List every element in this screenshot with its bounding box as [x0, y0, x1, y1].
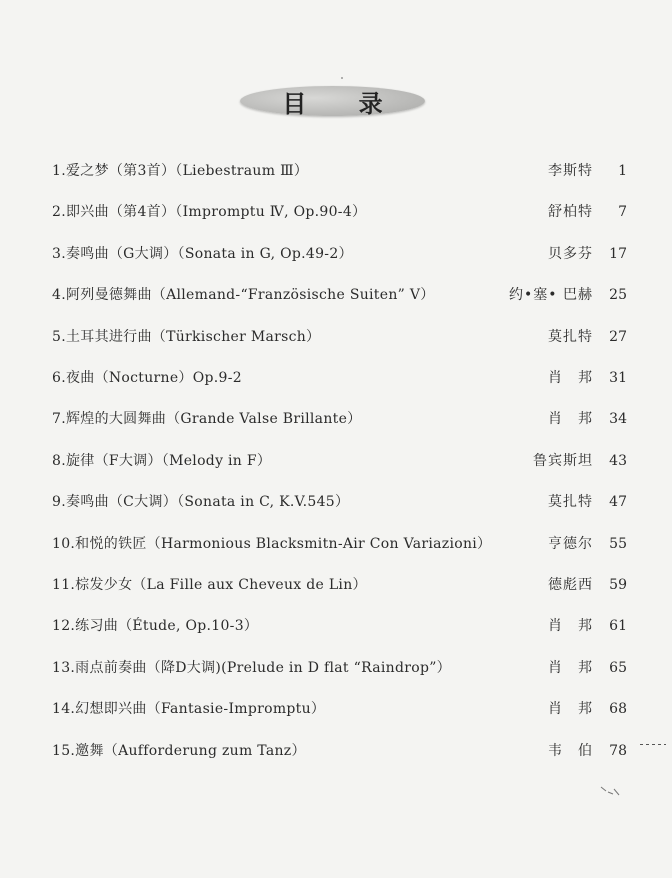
dot-leader: [493, 533, 546, 555]
toc-entry-text: 练习曲（Étude, Op.10-3）: [75, 618, 259, 635]
toc-entry-number: 12.: [52, 618, 76, 635]
toc-entry-title: [52, 615, 258, 637]
dot-leader: [244, 367, 546, 389]
toc-entry[interactable]: [52, 367, 627, 389]
toc-entry-composer: 肖 邦: [548, 618, 593, 635]
toc-entry-page: 55: [609, 535, 627, 552]
page-title: 目 录: [282, 89, 405, 118]
toc-entry-number: 7.: [52, 411, 66, 428]
toc-entry-title: [52, 243, 353, 265]
toc-entry-text: 邀舞（Aufforderung zum Tanz）: [75, 742, 306, 759]
toc-entry-composer: 莫扎特: [548, 328, 593, 345]
dot-leader: [260, 615, 546, 637]
toc-entry-composer: 莫扎特: [548, 494, 593, 511]
toc-entry-number: 9.: [52, 494, 66, 511]
toc-entry-number: 3.: [52, 245, 66, 262]
dot-leader: [355, 243, 546, 265]
toc-entry[interactable]: [52, 201, 627, 223]
toc-entry-composer: 肖 邦: [548, 411, 593, 428]
dot-leader: [363, 408, 546, 430]
print-speck: [341, 77, 343, 79]
toc-entry-title: [52, 657, 451, 679]
toc-entry[interactable]: [52, 326, 627, 348]
toc-entry-text: 奏鸣曲（C大调）（Sonata in C, K.V.545）: [65, 494, 350, 511]
corner-tick-mark: [600, 786, 620, 796]
toc-entry-composer: 李斯特: [548, 163, 593, 179]
toc-entry[interactable]: [52, 160, 627, 182]
toc-entry-title: [52, 326, 320, 348]
toc-entry-page: 68: [609, 701, 627, 718]
dot-leader: [273, 450, 531, 472]
toc-entry-number: 11.: [52, 577, 76, 593]
toc-entry-composer: 舒柏特: [548, 204, 593, 221]
toc-entry-page: 7: [618, 204, 627, 221]
edge-dash-mark: [640, 744, 666, 745]
toc-entry-number: 15.: [52, 742, 76, 759]
toc-entry[interactable]: [52, 284, 627, 306]
heading-badge: [240, 82, 425, 122]
toc-entry-title: [52, 491, 349, 513]
toc-entry-composer: 肖 邦: [548, 659, 593, 676]
toc-entry-number: 5.: [52, 328, 66, 345]
toc-entry-page: 17: [609, 245, 627, 262]
toc-entry-text: 旋律（F大调）（Melody in F）: [65, 452, 272, 469]
toc-entry-composer: 亨德尔: [548, 535, 593, 552]
toc-entry-title: [52, 160, 308, 182]
toc-entry-title: [52, 284, 435, 306]
toc-entry-page: 34: [609, 411, 627, 428]
toc-entry-number: 13.: [52, 659, 76, 676]
toc-entry-text: 幻想即兴曲（Fantasie-Impromptu）: [75, 701, 326, 718]
toc-entry[interactable]: [52, 657, 627, 679]
toc-entry-composer: 约•塞• 巴赫: [509, 287, 593, 304]
toc-entry-page: 47: [609, 494, 627, 511]
dot-leader: [453, 657, 546, 679]
toc-entry-number: 6.: [52, 370, 66, 386]
toc-entry[interactable]: [52, 533, 627, 555]
dot-leader: [308, 740, 546, 762]
toc-entry-text: 即兴曲（第4首）（Impromptu Ⅳ, Op.90-4）: [65, 204, 367, 221]
toc-entry-title: [52, 201, 366, 223]
toc-entry-text: 爱之梦（第3首）（Liebestraum Ⅲ）: [65, 163, 309, 179]
toc-entry-composer: 肖 邦: [548, 701, 593, 718]
dot-leader: [369, 574, 546, 596]
toc-entry-number: 14.: [52, 701, 76, 718]
toc-entry-text: 土耳其进行曲（Türkischer Marsch）: [65, 328, 321, 345]
toc-entry[interactable]: [52, 740, 627, 762]
toc-entry-number: 1.: [52, 163, 66, 179]
toc-entry-page: 25: [609, 287, 627, 304]
toc-entry-text: 夜曲（Nocturne）Op.9-2: [65, 370, 242, 386]
toc-entry-number: 8.: [52, 452, 66, 469]
toc-entry-number: 10.: [52, 535, 76, 552]
toc-entry-title: [52, 698, 325, 720]
dot-leader: [327, 698, 546, 720]
toc-entry-text: 奏鸣曲（G大调）（Sonata in G, Op.49-2）: [65, 245, 353, 262]
toc-entry[interactable]: [52, 491, 627, 513]
toc-entry-text: 和悦的铁匠（Harmonious Blacksmitn-Air Con Variazioni）: [75, 535, 492, 552]
toc-entry[interactable]: [52, 574, 627, 596]
toc-entry-text: 雨点前奏曲（降D大调)(Prelude in D flat “Raindrop”）: [75, 659, 451, 676]
toc-entry-composer: 韦 伯: [548, 742, 593, 759]
toc-entry-title: [52, 740, 306, 762]
toc-entry[interactable]: [52, 243, 627, 265]
toc-entry-composer: 鲁宾斯坦: [533, 452, 593, 469]
toc-entry-text: 棕发少女（La Fille aux Cheveux de Lin）: [75, 577, 367, 593]
toc-entry-composer: 德彪西: [548, 577, 593, 593]
dot-leader: [322, 326, 546, 348]
toc-entry-page: 78: [609, 742, 627, 759]
toc-entry[interactable]: [52, 408, 627, 430]
toc-entry-title: [52, 533, 491, 555]
toc-entry-title: [52, 574, 367, 596]
toc-entry-text: 辉煌的大圆舞曲（Grande Valse Brillante）: [65, 411, 362, 428]
dot-leader: [437, 284, 507, 306]
toc-entry-text: 阿列曼德舞曲（Allemand-“Französische Suiten” V）: [65, 287, 435, 304]
toc-entry-page: 43: [609, 452, 627, 469]
toc-entry-page: 1: [618, 163, 627, 179]
toc-entry-composer: 肖 邦: [548, 370, 593, 386]
toc-entry-title: [52, 367, 242, 389]
toc-entry[interactable]: [52, 450, 627, 472]
toc-entry-page: 31: [609, 370, 627, 386]
toc-entry-title: [52, 408, 361, 430]
dot-leader: [310, 160, 546, 182]
toc-entry-composer: 贝多芬: [548, 245, 593, 262]
toc-entry-number: 2.: [52, 204, 66, 221]
toc-entry[interactable]: [52, 698, 627, 720]
dot-leader: [368, 201, 546, 223]
dot-leader: [351, 491, 546, 513]
toc-entry-page: 61: [609, 618, 627, 635]
toc-entry-title: [52, 450, 271, 472]
toc-entry[interactable]: [52, 615, 627, 637]
toc-entry-page: 27: [609, 328, 627, 345]
toc-entry-page: 59: [609, 577, 627, 593]
toc-entry-number: 4.: [52, 287, 66, 304]
toc-entry-page: 65: [609, 659, 627, 676]
